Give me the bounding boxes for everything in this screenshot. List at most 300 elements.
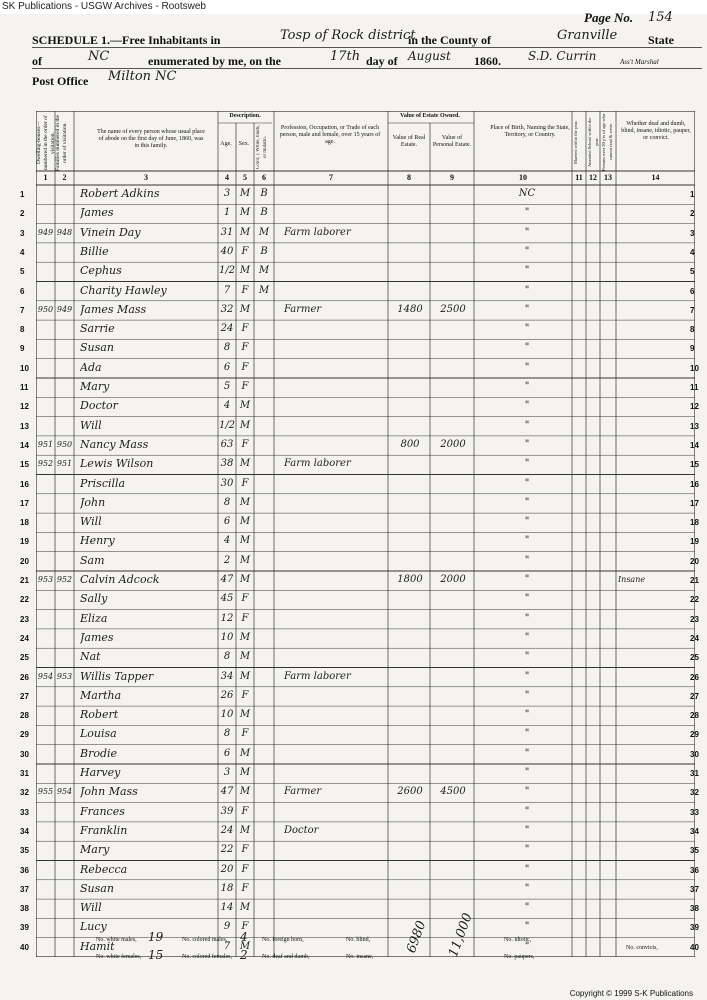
family-number (55, 840, 74, 861)
row-number-left: 5 (20, 267, 25, 277)
person-color (254, 531, 274, 552)
row-number-left: 13 (20, 421, 29, 431)
dwelling-number (36, 898, 55, 919)
header-infirmity: Whether deaf and dumb, blind, insane, idiotic, pauper, or convict. (621, 121, 691, 141)
infirmity-note (618, 821, 695, 842)
column-number: 2 (62, 173, 67, 182)
row-number-left: 9 (20, 344, 25, 354)
birthplace: " (524, 940, 530, 952)
person-age: 4 (223, 400, 231, 412)
row-number-right: 8 (690, 325, 695, 335)
dwelling-number (36, 686, 55, 707)
row-number-left: 17 (20, 498, 29, 508)
person-sex: F (241, 284, 249, 296)
table-row (36, 552, 695, 571)
blind-label: No. blind, (346, 937, 371, 943)
person-age: 34 (220, 670, 234, 682)
person-color (254, 570, 274, 591)
person-color (254, 396, 274, 417)
row-number-right: 19 (690, 537, 699, 547)
column-number: 14 (651, 173, 660, 182)
person-name: Susan (80, 341, 114, 355)
header-birthplace: Place of Birth, Naming the State, Territory, or Country. (490, 125, 570, 138)
column-number: 6 (262, 173, 266, 182)
personal-estate-value (432, 184, 474, 205)
real-estate-value (390, 686, 430, 707)
person-color (254, 319, 274, 340)
dwelling-number (36, 512, 55, 533)
birthplace: " (524, 767, 530, 778)
family-number (55, 724, 74, 745)
table-row (36, 822, 695, 841)
personal-estate-value (432, 531, 474, 552)
row-number-left: 16 (20, 479, 29, 489)
dwelling-number (36, 802, 55, 823)
table-row (36, 475, 695, 494)
person-age: 5 (223, 381, 231, 392)
table-row (36, 610, 695, 629)
person-name: Will (80, 418, 102, 432)
row-number-left: 23 (20, 614, 29, 624)
header-rule-2 (32, 68, 702, 69)
person-age: 8 (223, 496, 231, 508)
person-color (254, 705, 274, 726)
birthplace: " (524, 593, 530, 605)
header-illiterate: Persons over 20 y'rs of age who cannot read & write. (601, 113, 613, 171)
family-number (55, 203, 74, 224)
infirmity-note (618, 898, 695, 919)
dwelling-number: 949 (37, 227, 54, 237)
person-occupation (284, 474, 388, 495)
person-sex: M (239, 496, 251, 508)
person-age: 1 (223, 207, 231, 219)
person-occupation: Doctor (284, 824, 319, 836)
row-number-right: 25 (690, 653, 699, 663)
of-label: of (32, 54, 42, 68)
table-row (36, 224, 695, 243)
birthplace: " (524, 651, 530, 663)
infirmity-note (618, 531, 695, 552)
real-estate-value (390, 744, 430, 765)
person-name: James Mass (80, 302, 147, 316)
person-age: 7 (223, 940, 231, 952)
person-name: John Mass (80, 785, 138, 799)
personal-estate-value (432, 454, 474, 475)
person-name: Mary (80, 843, 110, 857)
family-number (55, 281, 74, 302)
birthplace: " (524, 709, 530, 721)
family-number (55, 860, 74, 881)
row-number-right: 14 (690, 440, 699, 450)
header-real-estate: Value of Real Estate. (392, 135, 426, 148)
infirmity-note (618, 724, 695, 745)
person-name: James (80, 630, 114, 644)
person-name: Mary (80, 380, 110, 393)
row-number-right: 15 (690, 460, 699, 470)
person-occupation (284, 493, 388, 514)
person-age: 24 (220, 824, 234, 836)
personal-estate-value (432, 628, 474, 649)
family-number (55, 242, 74, 263)
idiotic-label: No. idiotic, (504, 937, 532, 943)
table-row (36, 648, 695, 667)
birthplace: " (524, 670, 530, 682)
person-name: Sally (80, 592, 108, 606)
person-color (254, 454, 274, 475)
row-number-left: 2 (20, 209, 25, 219)
dwelling-number (36, 763, 55, 784)
infirmity-note (618, 628, 695, 649)
infirmity-note (618, 879, 695, 900)
infirmity-note (618, 416, 695, 437)
header-sex: Sex. (238, 141, 250, 147)
dwelling-number (36, 242, 55, 263)
infirmity-note (618, 744, 695, 765)
real-estate-value (390, 609, 430, 630)
state-label: State (648, 33, 674, 47)
row-number-right: 27 (690, 691, 699, 701)
person-color (254, 860, 274, 881)
person-color: B (260, 245, 268, 257)
birthplace: " (524, 535, 530, 547)
person-name: Nat (80, 650, 101, 664)
family-number (55, 396, 74, 417)
real-estate-value (390, 802, 430, 823)
person-name: Henry (80, 534, 115, 548)
infirmity-note (618, 686, 695, 707)
person-occupation (284, 609, 388, 630)
birthplace: " (524, 844, 530, 856)
header-family: Families numbered in the order of visitation. (55, 114, 68, 172)
person-occupation (284, 570, 388, 591)
row-number-left: 15 (20, 460, 29, 470)
table-row (36, 899, 695, 918)
family-number (55, 474, 74, 495)
township: Tosp of Rock district (280, 28, 416, 43)
person-occupation (284, 338, 388, 359)
person-sex: M (239, 709, 251, 721)
dwelling-number (36, 184, 55, 205)
person-name: Will (80, 515, 102, 529)
personal-estate-value (432, 686, 474, 707)
schedule-title: SCHEDULE 1.—Free Inhabitants in (32, 33, 221, 47)
table-row (36, 359, 695, 378)
row-number-right: 17 (690, 498, 699, 508)
person-age: 30 (220, 477, 234, 489)
infirmity-note (618, 667, 695, 688)
real-estate-value (390, 377, 430, 398)
personal-estate-value (432, 512, 474, 533)
table-row (36, 629, 695, 648)
infirmity-note (618, 782, 695, 803)
row-number-right: 35 (690, 846, 699, 856)
person-sex: M (239, 554, 251, 566)
infirmity-note (618, 802, 695, 823)
family-number (55, 686, 74, 707)
row-number-right: 22 (690, 595, 699, 605)
person-name: Martha (80, 688, 122, 702)
dwelling-number (36, 396, 55, 417)
family-number: 952 (56, 575, 73, 584)
person-occupation (284, 686, 388, 707)
family-number (55, 416, 74, 437)
person-name: Charity Hawley (80, 283, 167, 297)
family-number (55, 338, 74, 359)
family-number (55, 493, 74, 514)
table-row (36, 494, 695, 513)
person-occupation (284, 860, 388, 881)
person-age: 26 (220, 689, 234, 701)
real-estate-value (390, 879, 430, 900)
row-number-left: 10 (20, 363, 29, 373)
table-row (36, 841, 695, 860)
table-row (36, 783, 695, 802)
person-sex: F (241, 805, 249, 817)
infirmity-note (618, 512, 695, 533)
person-occupation (284, 261, 388, 282)
person-age: 14 (220, 902, 234, 914)
person-color: B (260, 207, 268, 219)
person-occupation (284, 879, 388, 900)
row-number-right: 6 (690, 286, 695, 296)
person-occupation (284, 763, 388, 784)
county: Granville (557, 28, 618, 43)
person-occupation (284, 203, 388, 224)
person-color (254, 821, 274, 842)
birthplace: " (524, 689, 530, 701)
person-occupation (284, 917, 388, 938)
person-sex: M (239, 226, 251, 238)
personal-estate-value (432, 223, 474, 244)
person-sex: M (239, 651, 251, 663)
dwelling-number (36, 744, 55, 765)
personal-estate-value (432, 242, 474, 263)
person-sex: M (239, 767, 251, 778)
personal-estate-value: 2500 (440, 303, 466, 315)
infirmity-note (618, 474, 695, 495)
white-males: 19 (148, 930, 164, 944)
dwelling-number (36, 860, 55, 881)
personal-estate-value: 4500 (440, 786, 466, 798)
row-number-right: 11 (690, 383, 699, 392)
person-color (254, 377, 274, 398)
person-sex: F (241, 612, 249, 624)
birthplace: " (524, 284, 530, 296)
day-label: day of (366, 54, 398, 68)
person-sex: F (241, 844, 249, 856)
person-occupation (284, 744, 388, 765)
person-age: 10 (220, 709, 234, 721)
post-office: Milton NC (108, 69, 177, 84)
colored-males: 4 (240, 930, 248, 944)
dwelling-number: 952 (37, 459, 54, 469)
birthplace: " (524, 902, 530, 914)
infirmity-note (618, 203, 695, 224)
personal-estate-value (432, 551, 474, 572)
person-occupation (284, 724, 388, 745)
real-estate-value (390, 454, 430, 475)
header-age: Age. (220, 141, 232, 147)
family-number (55, 802, 74, 823)
person-occupation (284, 242, 388, 263)
table-row (36, 378, 695, 397)
row-number-left: 24 (20, 633, 29, 643)
person-age: 6 (223, 361, 231, 373)
birthplace: " (524, 381, 530, 392)
dwelling-number (36, 493, 55, 514)
table-row (36, 417, 695, 436)
family-number (55, 937, 74, 958)
person-name: Lucy (80, 920, 107, 934)
person-occupation (284, 512, 388, 533)
person-occupation: Farm laborer (284, 458, 351, 470)
real-estate-value (390, 763, 430, 784)
personal-estate-value (432, 338, 474, 359)
colored-females-label: No. colored females, (182, 954, 232, 960)
row-number-left: 29 (20, 730, 29, 740)
row-number-left: 3 (20, 228, 25, 238)
person-color (254, 647, 274, 668)
table-row (36, 185, 695, 204)
person-color: B (260, 188, 268, 199)
table-row (36, 455, 695, 474)
row-number-left: 12 (20, 402, 29, 412)
person-color (254, 493, 274, 514)
birthplace: " (524, 207, 530, 219)
personal-estate-value (432, 377, 474, 398)
convicts-label: No. convicts, (626, 945, 658, 951)
row-number-left: 39 (20, 923, 29, 933)
infirmity-note: Insane (618, 575, 646, 584)
person-sex: M (239, 940, 251, 952)
family-number (55, 589, 74, 610)
row-number-left: 36 (20, 865, 29, 875)
dwelling-number (36, 377, 55, 398)
column-number: 13 (604, 173, 612, 182)
person-age: 38 (220, 458, 234, 470)
infirmity-note (618, 358, 695, 379)
person-name: Sarrie (80, 322, 115, 336)
infirmity-note (618, 840, 695, 861)
birthplace: " (524, 554, 530, 566)
person-age: 9 (223, 921, 231, 933)
infirmity-note (618, 300, 695, 321)
real-estate-value (390, 184, 430, 205)
person-occupation: Farm laborer (284, 670, 351, 682)
dwelling-number (36, 261, 55, 282)
person-name: Vinein Day (80, 225, 141, 239)
row-number-right: 31 (690, 769, 699, 778)
person-name: Nancy Mass (80, 437, 149, 451)
person-color (254, 338, 274, 359)
table-row (36, 861, 695, 880)
real-estate-value (390, 551, 430, 572)
page-number: 154 (648, 10, 673, 25)
birthplace: " (524, 574, 530, 585)
row-number-left: 21 (20, 576, 29, 585)
person-color (254, 416, 274, 437)
family-number (55, 879, 74, 900)
column-number: 12 (589, 173, 597, 182)
person-name: Billie (80, 244, 109, 258)
person-age: 8 (223, 651, 231, 663)
person-sex: F (241, 381, 249, 392)
row-number-right: 38 (690, 904, 699, 914)
person-occupation (284, 531, 388, 552)
column-number: 4 (225, 173, 229, 182)
enumerated-label: enumerated by me, on the (148, 54, 281, 68)
person-age: 1/2 (218, 419, 236, 431)
personal-estate-value (432, 203, 474, 224)
marshal-label: Ass't Marshal (620, 58, 659, 66)
dwelling-number (36, 647, 55, 668)
dwelling-number (36, 937, 55, 958)
birthplace: " (524, 747, 530, 759)
row-number-left: 7 (20, 305, 25, 315)
real-estate-value (390, 396, 430, 417)
family-number (55, 609, 74, 630)
row-number-right: 1 (690, 190, 695, 199)
row-number-right: 24 (690, 633, 699, 643)
person-age: 47 (220, 786, 234, 798)
person-color (254, 300, 274, 321)
enum-month: August (408, 49, 451, 63)
header-school: Attended School within the year. (587, 117, 599, 167)
header-occupation: Profession, Occupation, or Trade of each person, male and female, over 15 years of age. (279, 125, 381, 145)
personal-estate-value (432, 261, 474, 282)
family-number (55, 184, 74, 205)
personal-estate-value (432, 474, 474, 495)
person-occupation (284, 647, 388, 668)
personal-estate-value (432, 821, 474, 842)
enum-day: 17th (330, 49, 361, 64)
person-color (254, 435, 274, 456)
personal-estate-value (432, 396, 474, 417)
personal-estate-total: 11,000 (446, 911, 476, 960)
family-number (55, 821, 74, 842)
person-age: 3 (223, 767, 231, 778)
table-row (36, 262, 695, 281)
infirmity-note (618, 589, 695, 610)
enum-year: 1860. (474, 54, 501, 68)
row-number-right: 9 (690, 344, 695, 354)
person-sex: M (239, 207, 251, 219)
person-sex: M (239, 902, 251, 914)
person-sex: M (239, 631, 251, 643)
infirmity-note (618, 454, 695, 475)
real-estate-value: 1800 (397, 574, 423, 585)
table-row (36, 513, 695, 532)
person-age: 20 (220, 863, 234, 875)
dwelling-number (36, 531, 55, 552)
person-name: Robert (80, 708, 119, 722)
personal-estate-value (432, 840, 474, 861)
table-row (36, 339, 695, 358)
row-number-left: 31 (20, 769, 29, 778)
dwelling-number: 950 (37, 304, 54, 314)
real-estate-value (390, 358, 430, 379)
person-sex: F (241, 593, 249, 605)
family-number (55, 705, 74, 726)
header-description: Description. (229, 113, 261, 119)
family-number (55, 628, 74, 649)
row-number-right: 16 (690, 479, 699, 489)
column-number: 9 (450, 173, 454, 182)
row-number-right: 4 (690, 247, 695, 257)
column-number: 8 (407, 173, 411, 182)
person-color (254, 782, 274, 803)
row-number-left: 19 (20, 537, 29, 547)
